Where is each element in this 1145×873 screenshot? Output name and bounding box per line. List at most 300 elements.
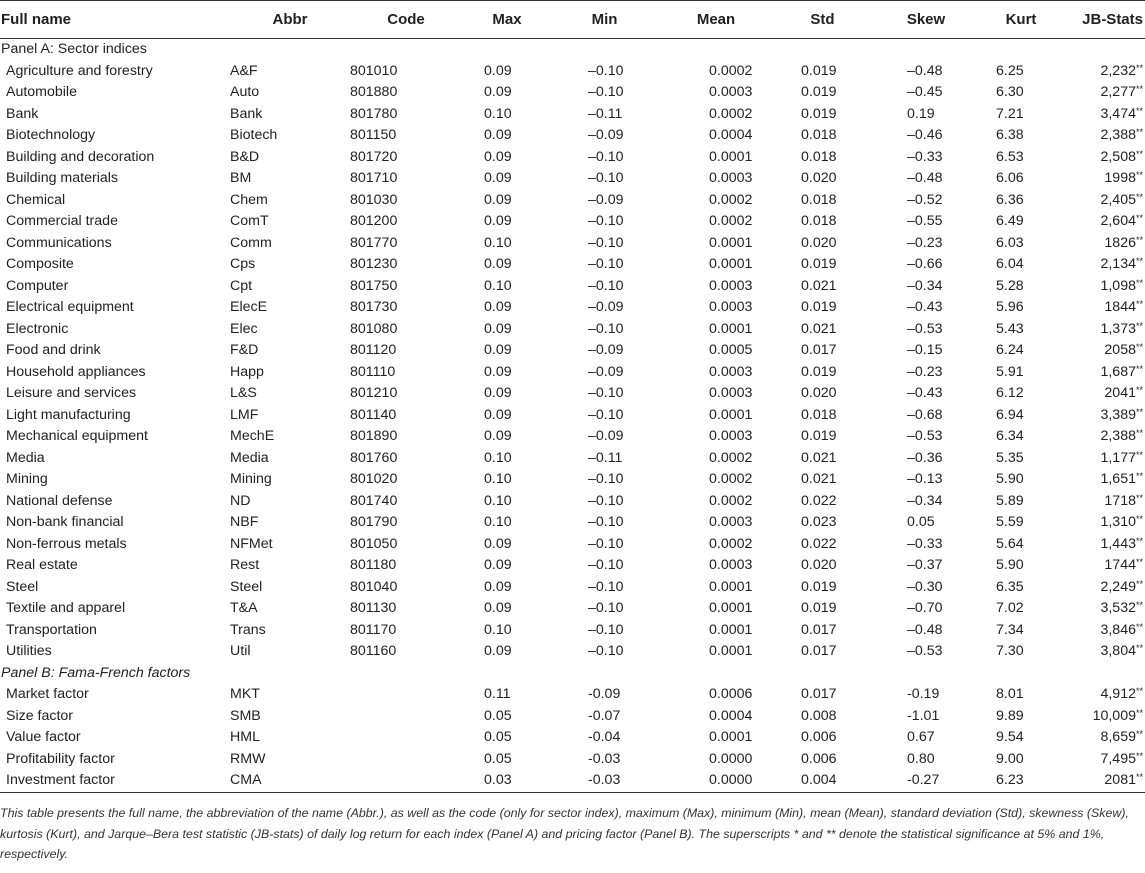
- cell-abbr: T&A: [230, 600, 258, 616]
- cell-mean: 0.0003: [709, 428, 753, 444]
- cell-jb-stats: [1060, 61, 1145, 83]
- significance-marker: **: [1135, 750, 1143, 761]
- cell-max: 0.10: [484, 471, 512, 487]
- cell-std: 0.019: [801, 105, 837, 122]
- cell-skew: –0.68: [907, 406, 943, 423]
- cell-mean: 0.0001: [709, 256, 753, 272]
- table-body: [0, 39, 1145, 793]
- jb-value: 1,310: [1100, 514, 1136, 530]
- cell-code: 801770: [350, 234, 398, 251]
- significance-marker: **: [1135, 449, 1143, 460]
- cell-code: [350, 770, 462, 792]
- cell-kurt: 6.49: [996, 213, 1024, 229]
- cell-jb-stats: [1060, 749, 1145, 771]
- cell-skew: –0.55: [907, 213, 943, 229]
- cell-full-name: National defense: [6, 492, 113, 509]
- cell-mean: 0.0001: [709, 406, 753, 423]
- cell-min: –0.10: [588, 492, 624, 509]
- cell-max: 0.09: [484, 191, 512, 208]
- cell-jb-stats: [1060, 770, 1145, 792]
- cell-kurt: 6.25: [996, 62, 1024, 79]
- cell-skew: –0.70: [907, 600, 943, 616]
- cell-full-name: Building and decoration: [6, 148, 155, 165]
- cell-kurt: 5.91: [996, 363, 1024, 380]
- cell-kurt: 6.30: [996, 84, 1024, 100]
- cell-mean: 0.0002: [709, 213, 753, 229]
- significance-marker: **: [1135, 428, 1143, 438]
- cell-abbr: Media: [230, 449, 269, 466]
- significance-marker: **: [1135, 578, 1143, 589]
- cell-min: –0.10: [588, 277, 624, 294]
- cell-mean: 0.0003: [709, 277, 753, 294]
- cell-max: 0.09: [484, 600, 512, 616]
- significance-marker: **: [1135, 492, 1143, 503]
- cell-abbr: MechE: [230, 428, 275, 444]
- cell-std: 0.021: [801, 320, 837, 337]
- cell-skew: –0.48: [907, 621, 943, 638]
- cell-code: 801120: [350, 342, 397, 358]
- jb-value: 8,659: [1100, 729, 1136, 745]
- cell-jb-stats: [1060, 448, 1145, 470]
- cell-code: 801230: [350, 256, 398, 272]
- cell-code: 801140: [350, 406, 397, 423]
- significance-marker: **: [1135, 535, 1143, 546]
- cell-max: 0.09: [484, 170, 512, 186]
- cell-std: 0.019: [801, 84, 837, 100]
- cell-code: 801890: [350, 428, 398, 444]
- cell-jb-stats: [1060, 340, 1145, 362]
- cell-min: –0.09: [588, 342, 624, 358]
- jb-value: 3,532: [1100, 600, 1136, 616]
- significance-marker: **: [1135, 84, 1143, 94]
- jb-value: 4,912: [1100, 686, 1136, 702]
- significance-marker: **: [1135, 62, 1143, 73]
- cell-mean: 0.0001: [709, 320, 753, 337]
- cell-kurt: 6.36: [996, 191, 1024, 208]
- cell-max: 0.10: [484, 621, 512, 638]
- table-row: [0, 297, 1145, 319]
- cell-kurt: 6.94: [996, 406, 1024, 423]
- table-row: [0, 491, 1145, 513]
- cell-skew: –0.45: [907, 84, 943, 100]
- cell-std: 0.021: [801, 471, 837, 487]
- table-row: [0, 276, 1145, 298]
- header-full-name: Full name: [0, 1, 230, 39]
- significance-marker: **: [1135, 213, 1143, 223]
- jb-value: 1,177: [1100, 449, 1136, 466]
- panel-title-row: [0, 663, 1145, 685]
- jb-value: 1744: [1104, 557, 1136, 573]
- cell-full-name: Mining: [6, 471, 48, 487]
- cell-abbr: SMB: [230, 707, 261, 724]
- cell-std: 0.019: [801, 363, 837, 380]
- jb-value: 2,388: [1100, 127, 1136, 143]
- table-row: [0, 362, 1145, 384]
- cell-max: 0.09: [484, 148, 512, 165]
- cell-min: -0.07: [588, 707, 621, 724]
- cell-code: [350, 684, 462, 706]
- cell-full-name: Value factor: [6, 729, 81, 745]
- jb-value: 3,804: [1100, 643, 1136, 659]
- cell-abbr: B&D: [230, 148, 260, 165]
- cell-full-name: Steel: [6, 578, 39, 595]
- cell-max: 0.09: [484, 84, 512, 100]
- cell-abbr: Elec: [230, 320, 258, 337]
- header-min: Min: [552, 1, 657, 39]
- cell-skew: -1.01: [907, 707, 940, 724]
- table-row: [0, 405, 1145, 427]
- cell-abbr: A&F: [230, 62, 258, 79]
- cell-full-name: Electronic: [6, 320, 69, 337]
- cell-max: 0.11: [484, 686, 511, 702]
- cell-mean: 0.0001: [709, 234, 753, 251]
- header-jb-stats: JB-Stats: [1060, 1, 1145, 39]
- cell-mean: 0.0000: [657, 770, 775, 792]
- cell-max: 0.10: [484, 492, 512, 509]
- cell-abbr: Cps: [230, 256, 256, 272]
- cell-skew: -0.27: [870, 770, 982, 792]
- table-row: [0, 340, 1145, 362]
- cell-mean: 0.0003: [709, 557, 753, 573]
- table-row: [0, 383, 1145, 405]
- cell-mean: 0.0001: [709, 729, 753, 745]
- cell-mean: 0.0006: [709, 686, 753, 702]
- cell-kurt: 9.00: [996, 750, 1024, 767]
- jb-value: 1844: [1104, 299, 1136, 315]
- cell-abbr: Chem: [230, 191, 268, 208]
- cell-code: [350, 727, 462, 749]
- header-code: Code: [350, 1, 462, 39]
- cell-abbr: Trans: [230, 621, 266, 638]
- table-row: [0, 448, 1145, 470]
- cell-mean: 0.0001: [709, 148, 753, 165]
- cell-full-name: Non-ferrous metals: [6, 535, 127, 552]
- cell-skew: –0.15: [907, 342, 943, 358]
- cell-min: –0.10: [588, 256, 624, 272]
- jb-value: 2,604: [1100, 213, 1136, 229]
- cell-min: –0.10: [588, 84, 624, 100]
- cell-full-name: Light manufacturing: [6, 406, 131, 423]
- cell-kurt: 7.21: [996, 105, 1024, 122]
- cell-kurt: 6.23: [982, 770, 1060, 792]
- jb-value: 2041: [1104, 385, 1136, 401]
- cell-abbr: F&D: [230, 342, 259, 358]
- cell-kurt: 6.53: [996, 148, 1024, 165]
- significance-marker: **: [1135, 643, 1143, 653]
- cell-code: 801040: [350, 578, 398, 595]
- cell-max: 0.09: [484, 256, 512, 272]
- cell-mean: 0.0002: [709, 105, 753, 122]
- cell-mean: 0.0004: [709, 127, 753, 143]
- cell-full-name: Transportation: [6, 621, 97, 638]
- cell-abbr: Happ: [230, 363, 264, 380]
- cell-full-name: Automobile: [6, 84, 77, 100]
- cell-mean: 0.0004: [709, 707, 753, 724]
- cell-kurt: 5.59: [996, 514, 1024, 530]
- cell-skew: –0.43: [907, 385, 943, 401]
- cell-max: 0.10: [484, 449, 512, 466]
- header-std: Std: [775, 1, 870, 39]
- cell-min: –0.10: [588, 170, 624, 186]
- table-row: [0, 706, 1145, 728]
- table-row: [0, 770, 1145, 792]
- cell-min: –0.09: [588, 299, 624, 315]
- cell-std: 0.020: [801, 234, 837, 251]
- table-row: [0, 125, 1145, 147]
- cell-kurt: 5.43: [996, 320, 1024, 337]
- cell-jb-stats: [1060, 254, 1145, 276]
- table-row: [0, 620, 1145, 642]
- significance-marker: **: [1135, 170, 1143, 180]
- cell-jb-stats: [1060, 727, 1145, 749]
- cell-kurt: 5.28: [996, 277, 1024, 294]
- jb-value: 1,443: [1100, 535, 1136, 552]
- table-row: [0, 319, 1145, 341]
- header-mean: Mean: [657, 1, 775, 39]
- cell-jb-stats: [1060, 534, 1145, 556]
- table-row: [0, 211, 1145, 233]
- cell-skew: –0.66: [907, 256, 943, 272]
- cell-jb-stats: [1060, 297, 1145, 319]
- cell-min: –0.10: [588, 234, 624, 251]
- cell-max: 0.09: [484, 62, 512, 79]
- cell-abbr: BM: [230, 170, 252, 186]
- cell-skew: –0.48: [907, 62, 943, 79]
- cell-abbr: Bank: [230, 105, 263, 122]
- cell-max: 0.05: [484, 750, 512, 767]
- cell-abbr: MKT: [230, 686, 260, 702]
- cell-jb-stats: [1060, 82, 1145, 104]
- cell-mean: 0.0003: [709, 363, 753, 380]
- table-row: [0, 598, 1145, 620]
- cell-full-name: Bank: [6, 105, 39, 122]
- cell-full-name: Mechanical equipment: [6, 428, 148, 444]
- cell-max: 0.09: [484, 320, 512, 337]
- cell-skew: –0.53: [907, 428, 943, 444]
- cell-full-name: Household appliances: [6, 363, 146, 380]
- cell-kurt: 7.30: [996, 643, 1024, 659]
- cell-skew: 0.05: [907, 514, 935, 530]
- jb-value: 1,651: [1100, 471, 1136, 487]
- cell-mean: 0.0002: [709, 471, 753, 487]
- cell-kurt: 5.90: [996, 471, 1024, 487]
- cell-std: 0.018: [801, 406, 837, 423]
- cell-code: 801710: [350, 170, 398, 186]
- table-row: [0, 555, 1145, 577]
- jb-value: 2058: [1104, 342, 1136, 358]
- cell-kurt: 6.06: [996, 170, 1024, 186]
- significance-marker: **: [1135, 385, 1143, 395]
- cell-min: –0.10: [588, 385, 624, 401]
- cell-full-name: Communications: [6, 234, 112, 251]
- cell-jb-stats: [1060, 512, 1145, 534]
- cell-std: 0.023: [801, 514, 837, 530]
- cell-mean: 0.0003: [709, 385, 753, 401]
- cell-code: 801010: [350, 62, 398, 79]
- cell-skew: –0.36: [907, 449, 943, 466]
- jb-value: 2,134: [1100, 256, 1136, 272]
- significance-marker: **: [1135, 621, 1143, 632]
- cell-std: 0.022: [801, 492, 837, 509]
- jb-value: 1,098: [1100, 277, 1136, 294]
- jb-value: 3,474: [1100, 105, 1136, 122]
- cell-kurt: 6.38: [996, 127, 1024, 143]
- significance-marker: **: [1135, 191, 1143, 202]
- cell-full-name: Agriculture and forestry: [6, 62, 153, 79]
- cell-kurt: 5.90: [996, 557, 1024, 573]
- cell-min: –0.10: [588, 578, 624, 595]
- cell-full-name: Building materials: [6, 170, 118, 186]
- cell-abbr: CMA: [230, 770, 350, 792]
- cell-code: 801760: [350, 449, 398, 466]
- cell-std: 0.019: [801, 600, 837, 616]
- cell-abbr: Biotech: [230, 127, 278, 143]
- table-row: [0, 426, 1145, 448]
- table-row: [0, 749, 1145, 771]
- cell-min: -0.03: [552, 770, 657, 792]
- jb-value: 2081: [1104, 772, 1136, 788]
- cell-std: 0.006: [801, 729, 837, 745]
- table-row: [0, 147, 1145, 169]
- cell-full-name: Chemical: [6, 191, 66, 208]
- table-row: [0, 61, 1145, 83]
- cell-abbr: Cpt: [230, 277, 253, 294]
- cell-jb-stats: [1060, 684, 1145, 706]
- cell-jb-stats: [1060, 426, 1145, 448]
- table-row: [0, 254, 1145, 276]
- cell-min: –0.10: [588, 557, 624, 573]
- cell-std: 0.022: [801, 535, 837, 552]
- cell-std: 0.019: [801, 578, 837, 595]
- cell-std: 0.018: [801, 127, 837, 143]
- cell-code: 801210: [350, 385, 398, 401]
- significance-marker: **: [1135, 256, 1143, 266]
- significance-marker: **: [1135, 406, 1143, 417]
- cell-max: 0.10: [484, 514, 512, 530]
- cell-min: –0.10: [588, 514, 624, 530]
- cell-max: 0.10: [484, 277, 512, 294]
- cell-max: 0.09: [484, 557, 512, 573]
- significance-marker: **: [1135, 105, 1143, 116]
- cell-std: 0.006: [801, 750, 837, 767]
- cell-full-name: Non-bank financial: [6, 514, 124, 530]
- cell-skew: –0.48: [907, 170, 943, 186]
- significance-marker: **: [1135, 277, 1143, 288]
- significance-marker: **: [1135, 363, 1143, 374]
- cell-max: 0.09: [484, 535, 512, 552]
- cell-skew: –0.23: [907, 234, 943, 251]
- cell-code: 801720: [350, 148, 398, 165]
- cell-full-name: Computer: [6, 277, 69, 294]
- table-row: [0, 534, 1145, 556]
- table-row: [0, 727, 1145, 749]
- cell-min: –0.10: [588, 148, 624, 165]
- significance-marker: **: [1135, 148, 1143, 159]
- cell-abbr: Comm: [230, 234, 272, 251]
- header-abbr: Abbr: [230, 1, 350, 39]
- cell-code: 801130: [350, 600, 397, 616]
- cell-max: 0.09: [484, 213, 512, 229]
- cell-code: 801740: [350, 492, 398, 509]
- cell-kurt: 7.02: [996, 600, 1024, 616]
- cell-jb-stats: [1060, 555, 1145, 577]
- cell-code: 801150: [350, 127, 397, 143]
- cell-full-name: Investment factor: [0, 770, 230, 792]
- cell-std: 0.018: [801, 148, 837, 165]
- cell-mean: 0.0002: [709, 62, 753, 79]
- cell-code: 801780: [350, 105, 398, 122]
- cell-min: –0.10: [588, 621, 624, 638]
- significance-marker: **: [1135, 557, 1143, 567]
- cell-min: -0.03: [588, 750, 621, 767]
- cell-std: 0.020: [801, 170, 837, 186]
- cell-max: 0.09: [484, 406, 512, 423]
- cell-kurt: 9.54: [996, 729, 1024, 745]
- cell-abbr: Mining: [230, 471, 272, 487]
- cell-abbr: Auto: [230, 84, 260, 100]
- header-skew: Skew: [870, 1, 982, 39]
- cell-skew: –0.37: [907, 557, 943, 573]
- jb-value: 3,846: [1100, 621, 1136, 638]
- significance-marker: **: [1135, 707, 1143, 718]
- cell-std: 0.004: [775, 770, 870, 792]
- cell-std: 0.020: [801, 385, 837, 401]
- significance-marker: **: [1135, 342, 1143, 352]
- cell-std: 0.018: [801, 191, 837, 208]
- cell-jb-stats: [1060, 706, 1145, 728]
- significance-marker: **: [1135, 471, 1143, 481]
- cell-std: 0.019: [801, 256, 837, 272]
- cell-max: 0.05: [484, 707, 512, 724]
- cell-max: 0.09: [484, 299, 512, 315]
- cell-code: 801160: [350, 643, 397, 659]
- cell-jb-stats: [1060, 641, 1145, 663]
- table-row: [0, 168, 1145, 190]
- jb-value: 1826: [1104, 234, 1136, 251]
- cell-std: 0.017: [801, 342, 837, 358]
- significance-marker: **: [1135, 234, 1143, 245]
- cell-skew: –0.30: [907, 578, 943, 595]
- cell-skew: –0.33: [907, 148, 943, 165]
- cell-abbr: Steel: [230, 578, 263, 595]
- cell-max: 0.10: [484, 105, 512, 122]
- cell-code: 801200: [350, 213, 398, 229]
- significance-marker: **: [1135, 320, 1143, 331]
- cell-jb-stats: [1060, 211, 1145, 233]
- cell-min: –0.10: [588, 62, 624, 79]
- cell-max: 0.09: [484, 385, 512, 401]
- jb-value: 3,389: [1100, 406, 1136, 423]
- cell-full-name: Biotechnology: [6, 127, 96, 143]
- cell-code: 801880: [350, 84, 398, 100]
- cell-std: 0.019: [801, 299, 837, 315]
- cell-jb-stats: [1060, 147, 1145, 169]
- cell-min: –0.11: [588, 449, 623, 466]
- cell-skew: 0.80: [907, 750, 935, 767]
- cell-kurt: 6.35: [996, 578, 1024, 595]
- cell-mean: 0.0003: [709, 514, 753, 530]
- cell-abbr: ComT: [230, 213, 269, 229]
- cell-full-name: Leisure and services: [6, 385, 137, 401]
- table-header-row: [0, 1, 1145, 39]
- jb-value: 2,277: [1100, 84, 1136, 100]
- cell-max: 0.09: [484, 127, 512, 143]
- cell-skew: -0.19: [907, 686, 940, 702]
- cell-min: –0.09: [588, 363, 624, 380]
- cell-abbr: HML: [230, 729, 260, 745]
- cell-min: –0.09: [588, 127, 624, 143]
- jb-value: 1718: [1104, 492, 1136, 509]
